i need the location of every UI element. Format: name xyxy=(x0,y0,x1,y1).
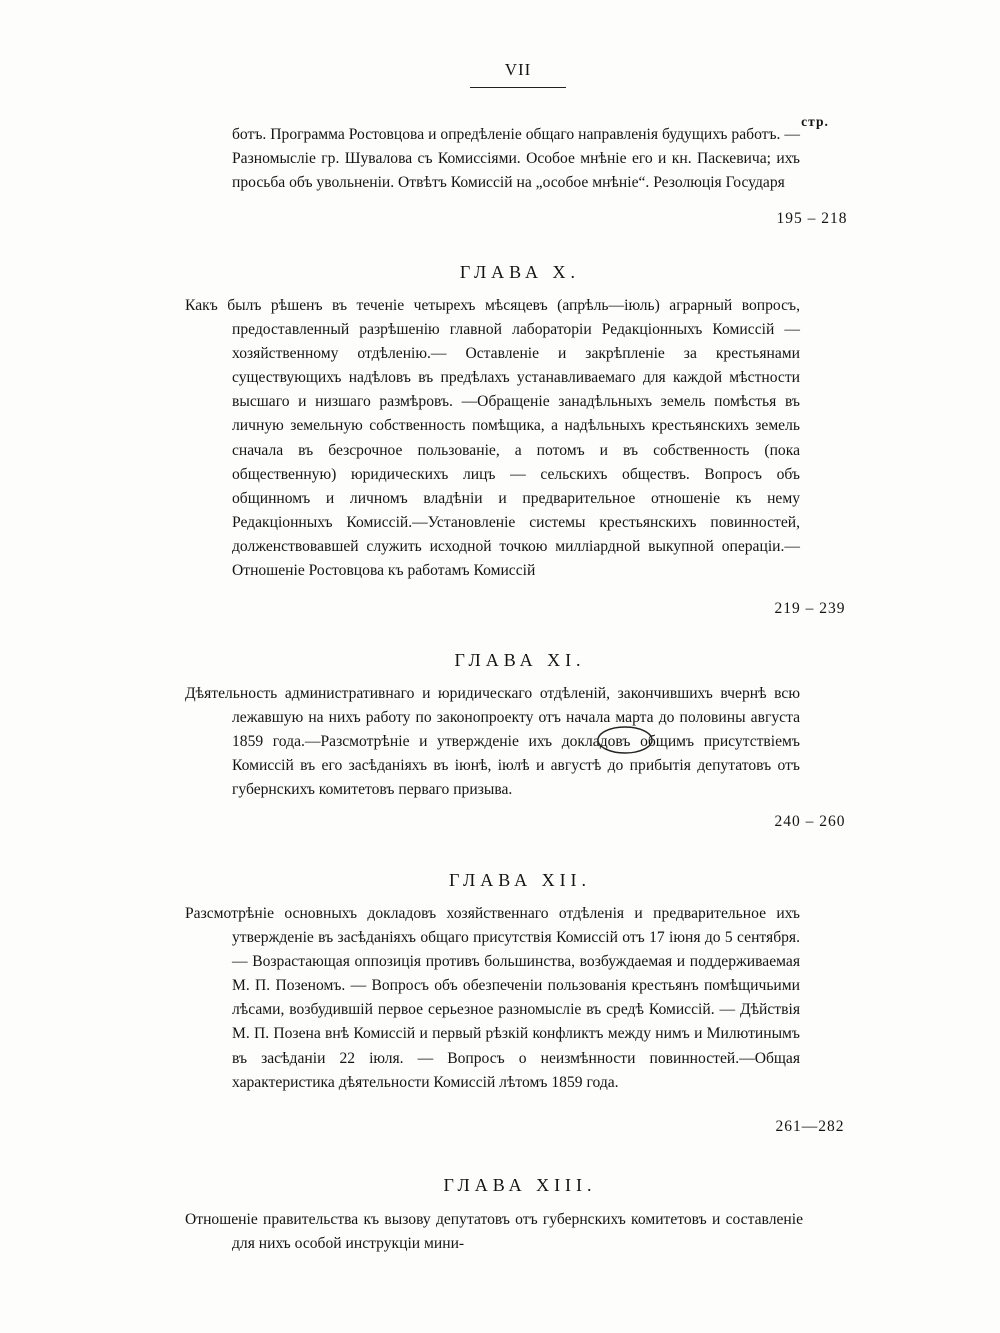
chapter-10-heading: ГЛАВА X. xyxy=(459,262,581,282)
pages-column-label: стр. xyxy=(801,114,829,129)
chapter-13-summary: Отношеніе правительства къ вызову депутатовъ отъ губернскихъ комитетовъ и составленіе для нихъ особой инструкціи мини- xyxy=(185,1211,803,1253)
chapter-10-pages: 219 – 239 xyxy=(774,600,846,617)
chapter-10-summary: Какъ былъ рѣшенъ въ теченіе четырехъ мѣсяцевъ (апрѣль—іюль) аграрный вопросъ, предоставленный разрѣшенію главной лабораторіи Редакціонныхъ Комиссій — хозяйственному отдѣленію.— Оставленіе и закрѣпленіе за крестьянами существующихъ надѣловъ въ предѣлахъ устанавливаемаго для каждой мѣстности высшаго и низшаго размѣровъ. —Обращеніе занадѣльныхъ земель помѣстья въ личную земельную собственность помѣщика, а надѣльныхъ крестьянскихъ земель сначала въ безсрочное пользованіе, а потомъ и въ собственность (пока общественную) юридическихъ лицъ — сельскихъ обществъ. Вопросъ объ общинномъ и личномъ владѣніи и предварительное отношеніе къ нему Редакціонныхъ Комиссій.—Установленіе системы крестьянскихъ повинностей, долженствовавшей служить исходной точкою милліардной выкупной операціи.—Отношеніе Ростовцова къ работамъ Комиссій xyxy=(185,297,800,580)
chapter-11-summary: Дѣятельность административнаго и юридическаго отдѣленій, закончившихъ вчернѣ всю лежавшую на нихъ работу по законопроекту отъ начала марта до половины августа 1859 года.—Разсмотрѣніе и утвержденіе ихъ докладовъ общимъ присутствіемъ Комиссій въ его засѣданіяхъ въ іюнѣ, іюлѣ и августѣ до прибытія депутатовъ отъ губернскихъ комитетовъ перваго призыва. xyxy=(185,685,800,799)
chapter-12-pages: 261—282 xyxy=(775,1118,845,1135)
intro-pages: 195 – 218 xyxy=(776,210,848,227)
chapter-12-heading: ГЛАВА XII. xyxy=(448,870,592,890)
page-numeral-rule xyxy=(470,87,566,88)
chapter-12-summary: Разсмотрѣніе основныхъ докладовъ хозяйственнаго отдѣленія и предварительное ихъ утвержденіе въ засѣданіяхъ общаго присутствія Комиссій отъ 17 іюня до 5 сентября. — Возрастающая оппозиція противъ большинства, возбуждаемая и поддерживаемая М. П. Позеномъ. — Вопросъ объ обезпеченіи пользованія крестьянъ помѣщичьими лѣсами, возбудившій первое серьезное разномысліе въ средѣ Комиссій. — Дѣйствія М. П. Позена внѣ Комиссій и первый рѣзкій конфликтъ между нимъ и Милютинымъ въ засѣданіи 22 іюля. — Вопросъ о неизмѣнности повинностей.—Общая характеристика дѣятельности Комиссій лѣтомъ 1859 года. xyxy=(185,905,800,1091)
chapter-13-heading: ГЛАВА XIII. xyxy=(443,1175,597,1195)
intro-text: ботъ. Программа Ростовцова и опредѣленіе общаго направленія будущихъ работъ. —Разномысліе гр. Шувалова съ Комиссіями. Особое мнѣніе его и кн. Паскевича; ихъ просьба объ увольненіи. Отвѣтъ Комиссій на „особое мнѣніе“. Резолюція Государя xyxy=(232,126,800,192)
chapter-11-heading: ГЛАВА XI. xyxy=(454,650,586,670)
chapter-11-pages: 240 – 260 xyxy=(774,813,846,830)
page-numeral: VII xyxy=(504,60,532,79)
